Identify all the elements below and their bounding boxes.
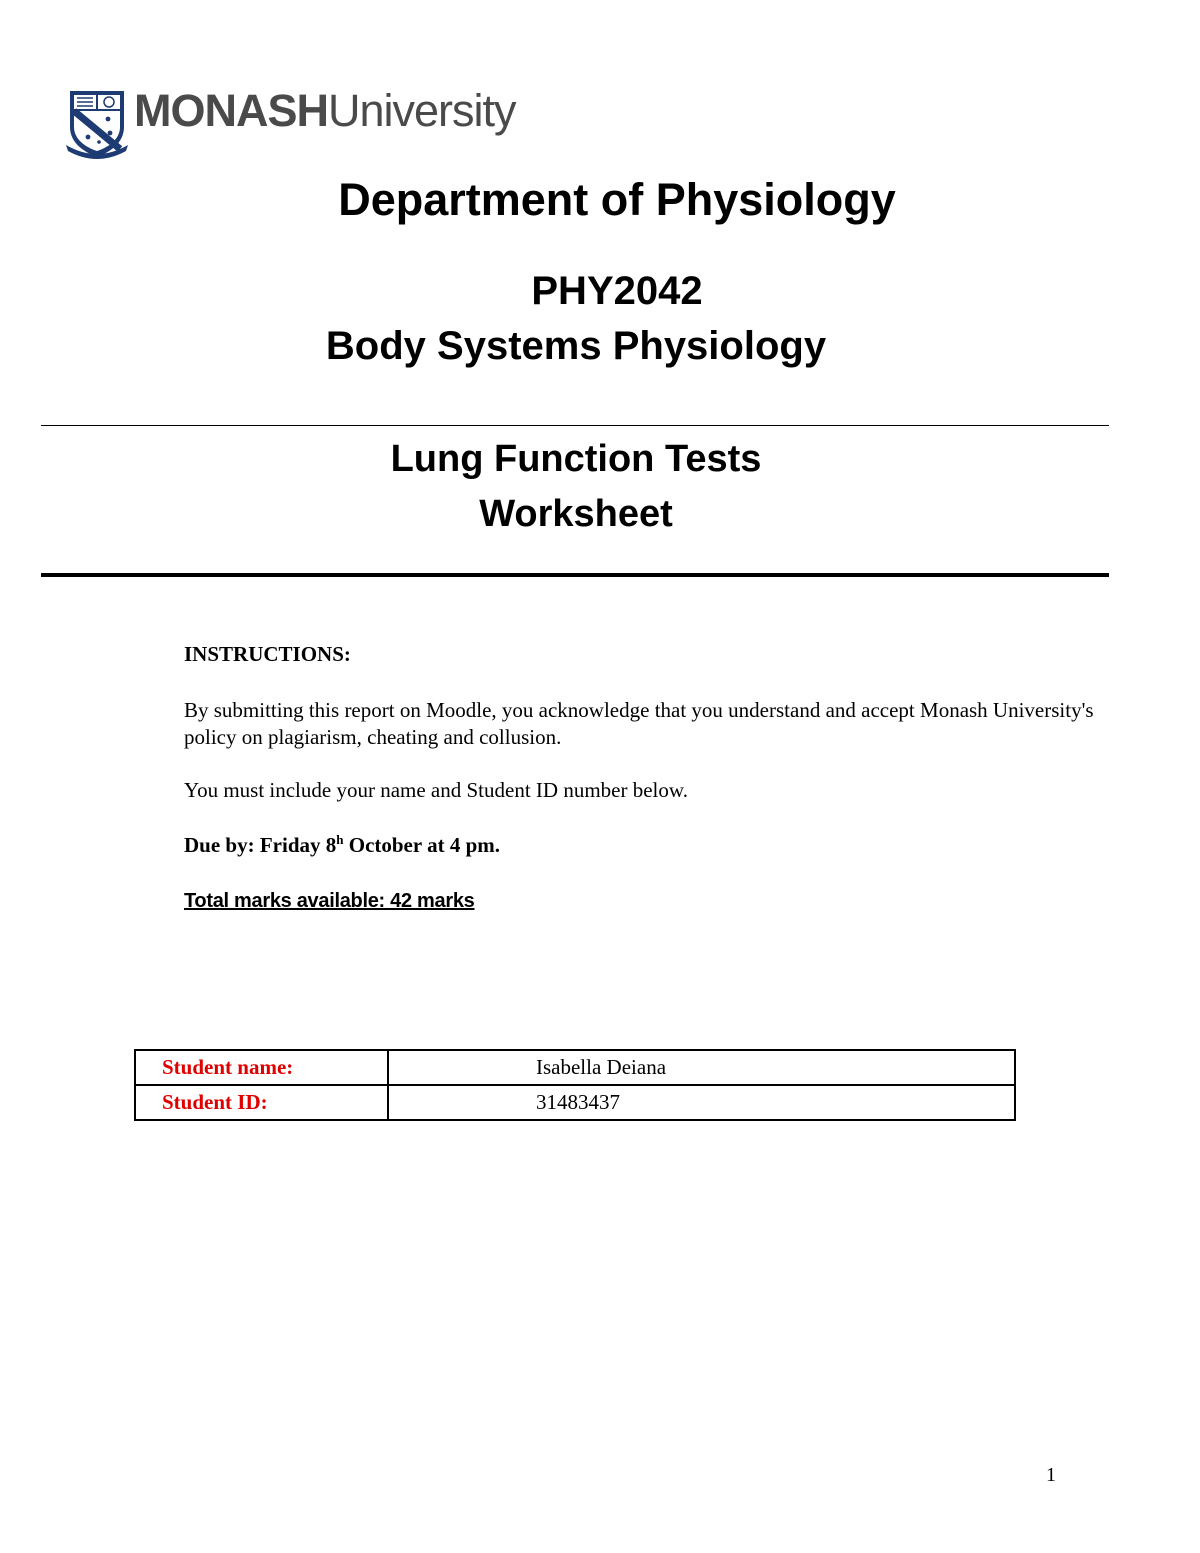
worksheet-subtitle: Worksheet	[479, 493, 673, 535]
monash-crest-icon	[66, 89, 128, 159]
student-name-label: Student name:	[135, 1050, 388, 1085]
department-heading: Department of Physiology	[338, 174, 896, 225]
monash-logo	[66, 85, 516, 159]
instructions-heading: INSTRUCTIONS:	[184, 642, 351, 666]
due-superscript: h	[336, 832, 344, 847]
instructions-requirement: You must include your name and Student ID number below.	[184, 778, 688, 802]
unit-name: Body Systems Physiology	[325, 324, 827, 368]
logo-brand-light: University	[328, 85, 516, 136]
page-number: 1	[1046, 1464, 1056, 1486]
due-suffix: October at 4 pm.	[343, 833, 500, 857]
student-id-value: 31483437	[388, 1085, 1015, 1120]
table-row	[135, 1085, 1015, 1120]
logo-brand-bold: MONASH	[134, 85, 328, 136]
instructions-paragraph: By submitting this report on Moodle, you acknowledge that you understand and accept Monash University's policy on plagiarism, cheating and collusion.	[184, 698, 1094, 749]
student-name-value: Isabella Deiana	[388, 1050, 1015, 1085]
total-marks: Total marks available: 42 marks	[184, 890, 475, 912]
student-details-table	[134, 1049, 1016, 1121]
worksheet-title: Lung Function Tests	[390, 438, 762, 480]
due-prefix: Due by: Friday 8	[184, 833, 337, 857]
student-id-label: Student ID:	[135, 1085, 388, 1120]
divider-top	[41, 425, 1109, 426]
due-date	[184, 832, 1124, 859]
divider-bottom	[41, 573, 1109, 577]
unit-code: PHY2042	[531, 269, 703, 313]
table-row	[135, 1050, 1015, 1085]
